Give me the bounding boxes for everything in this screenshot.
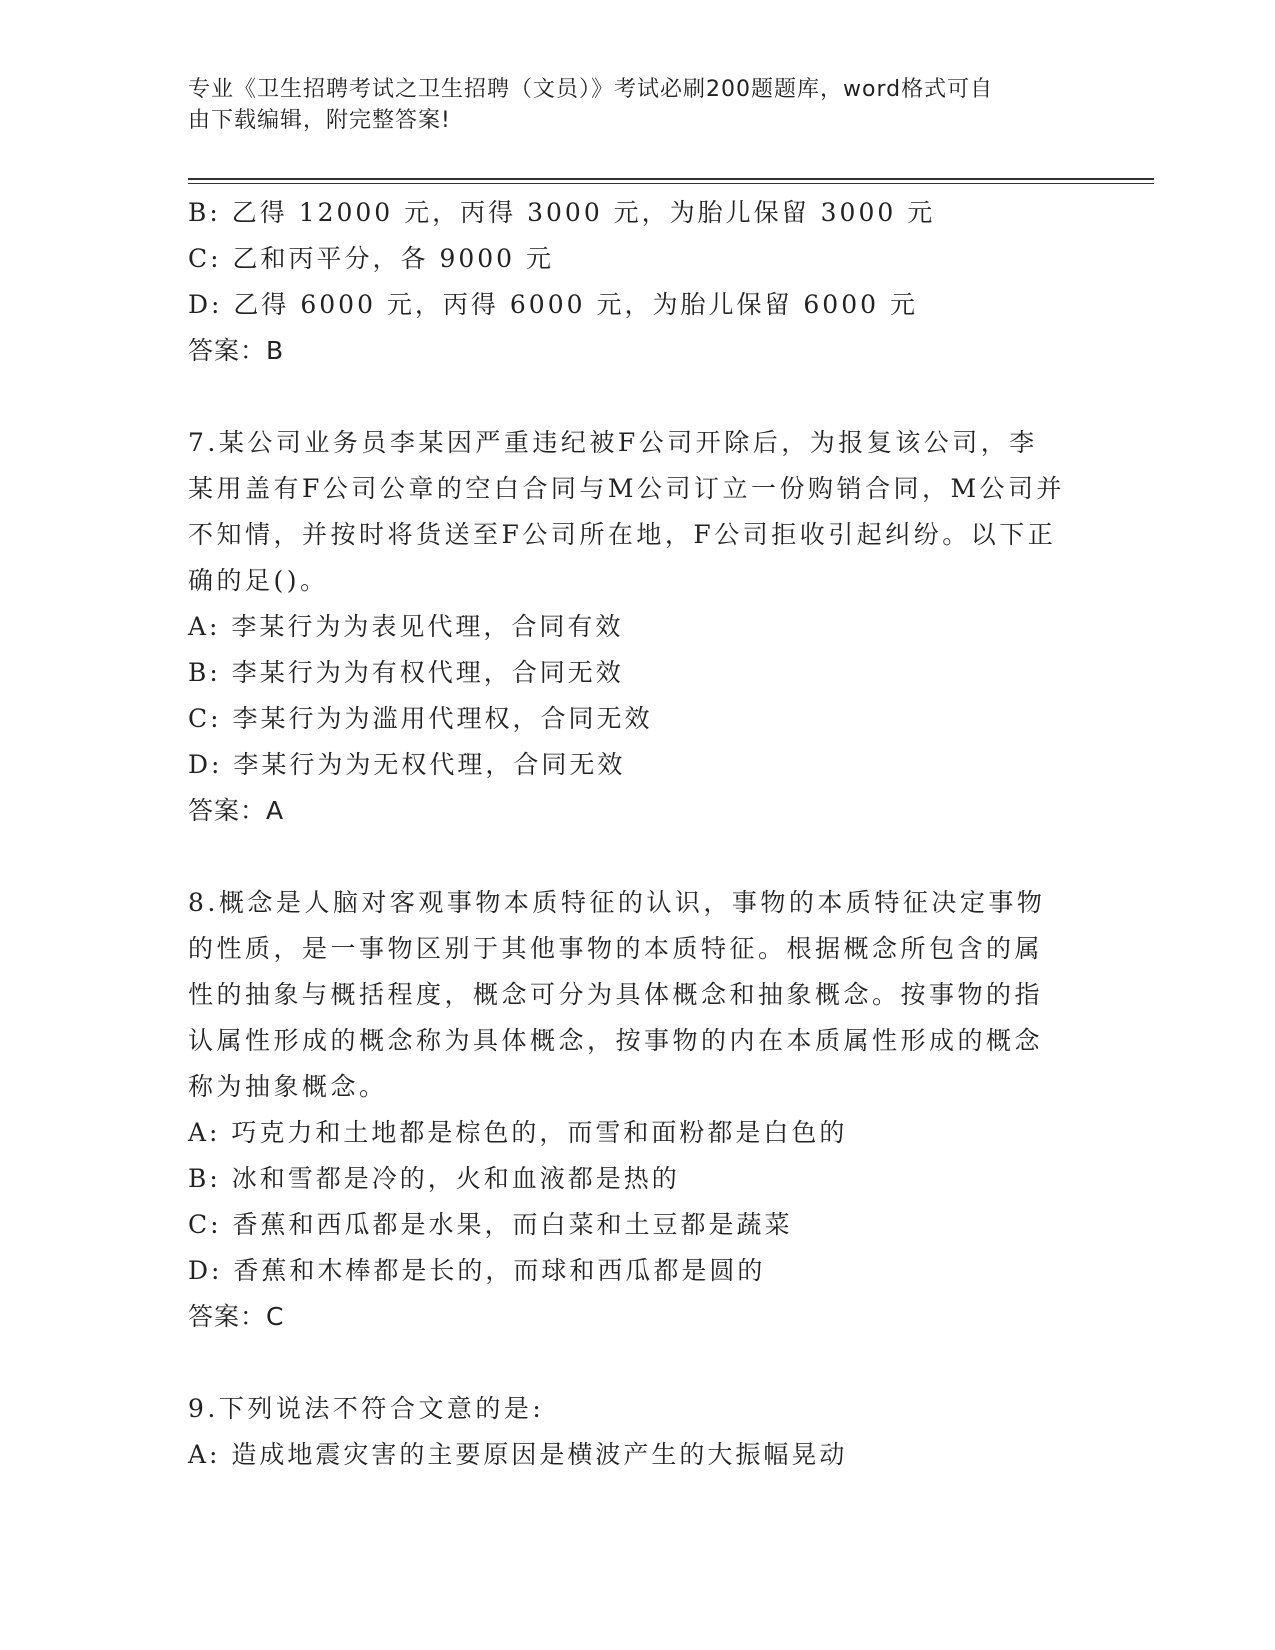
option-b: B: 乙得 12000 元，丙得 3000 元，为胎儿保留 3000 元 [188,198,936,227]
header-line-1: 专业《卫生招聘考试之卫生招聘（文员）》考试必刷200题题库，word格式可自 [188,77,994,102]
question-9 [188,1386,1088,1478]
answer: 答案：A [188,796,285,825]
stem-line: 7.某公司业务员李某因严重违纪被F公司开除后，为报复该公司，李 [188,428,1038,457]
stem-line: 某用盖有F公司公章的空白合同与M公司订立一份购销合同，M公司并 [188,474,1066,503]
question-7 [188,420,1088,834]
header-line-2: 由下载编辑，附完整答案! [188,108,451,133]
question-8 [188,880,1088,1340]
page-header [188,74,1068,136]
spacer [188,1340,1088,1386]
answer: 答案：C [188,1302,285,1331]
option-d: D: 香蕉和木棒都是长的，而球和西瓜都是圆的 [188,1256,766,1285]
option-c: C: 乙和丙平分，各 9000 元 [188,244,555,273]
stem-line: 认属性形成的概念称为具体概念，按事物的内在本质属性形成的概念 [188,1026,1044,1055]
option-c: C: 香蕉和西瓜都是水果，而白菜和土豆都是蔬菜 [188,1210,793,1239]
stem-line: 称为抽象概念。 [188,1072,388,1101]
spacer [188,374,1088,420]
option-d: D: 乙得 6000 元，丙得 6000 元，为胎儿保留 6000 元 [188,290,918,319]
stem-line: 9.下列说法不符合文意的是: [188,1394,545,1423]
header-divider-top [188,178,1154,180]
header-divider-bottom [188,183,1154,184]
stem-line: 的性质，是一事物区别于其他事物的本质特征。根据概念所包含的属 [188,934,1044,963]
option-c: C: 李某行为为滥用代理权，合同无效 [188,704,653,733]
stem-line: 性的抽象与概括程度，概念可分为具体概念和抽象概念。按事物的指 [188,980,1044,1009]
document-body [188,190,1088,1478]
stem-line: 8.概念是人脑对客观事物本质特征的认识，事物的本质特征决定事物 [188,888,1046,917]
option-a: A: 造成地震灾害的主要原因是横波产生的大振幅晃动 [188,1440,848,1469]
stem-line: 不知情，并按时将货送至F公司所在地，F公司拒收引起纠纷。以下正 [188,520,1057,549]
option-b: B: 冰和雪都是冷的，火和血液都是热的 [188,1164,680,1193]
answer: 答案：B [188,336,285,365]
question-stem [188,880,1088,1110]
option-a: A: 巧克力和土地都是棕色的，而雪和面粉都是白色的 [188,1118,848,1147]
stem-line: 确的足()。 [188,566,329,595]
question-stem [188,1386,1088,1432]
spacer [188,834,1088,880]
option-a: A: 李某行为为表见代理，合同有效 [188,612,624,641]
option-b: B: 李某行为为有权代理，合同无效 [188,658,624,687]
option-d: D: 李某行为为无权代理，合同无效 [188,750,626,779]
question-6 [188,190,1088,374]
question-stem [188,420,1088,604]
